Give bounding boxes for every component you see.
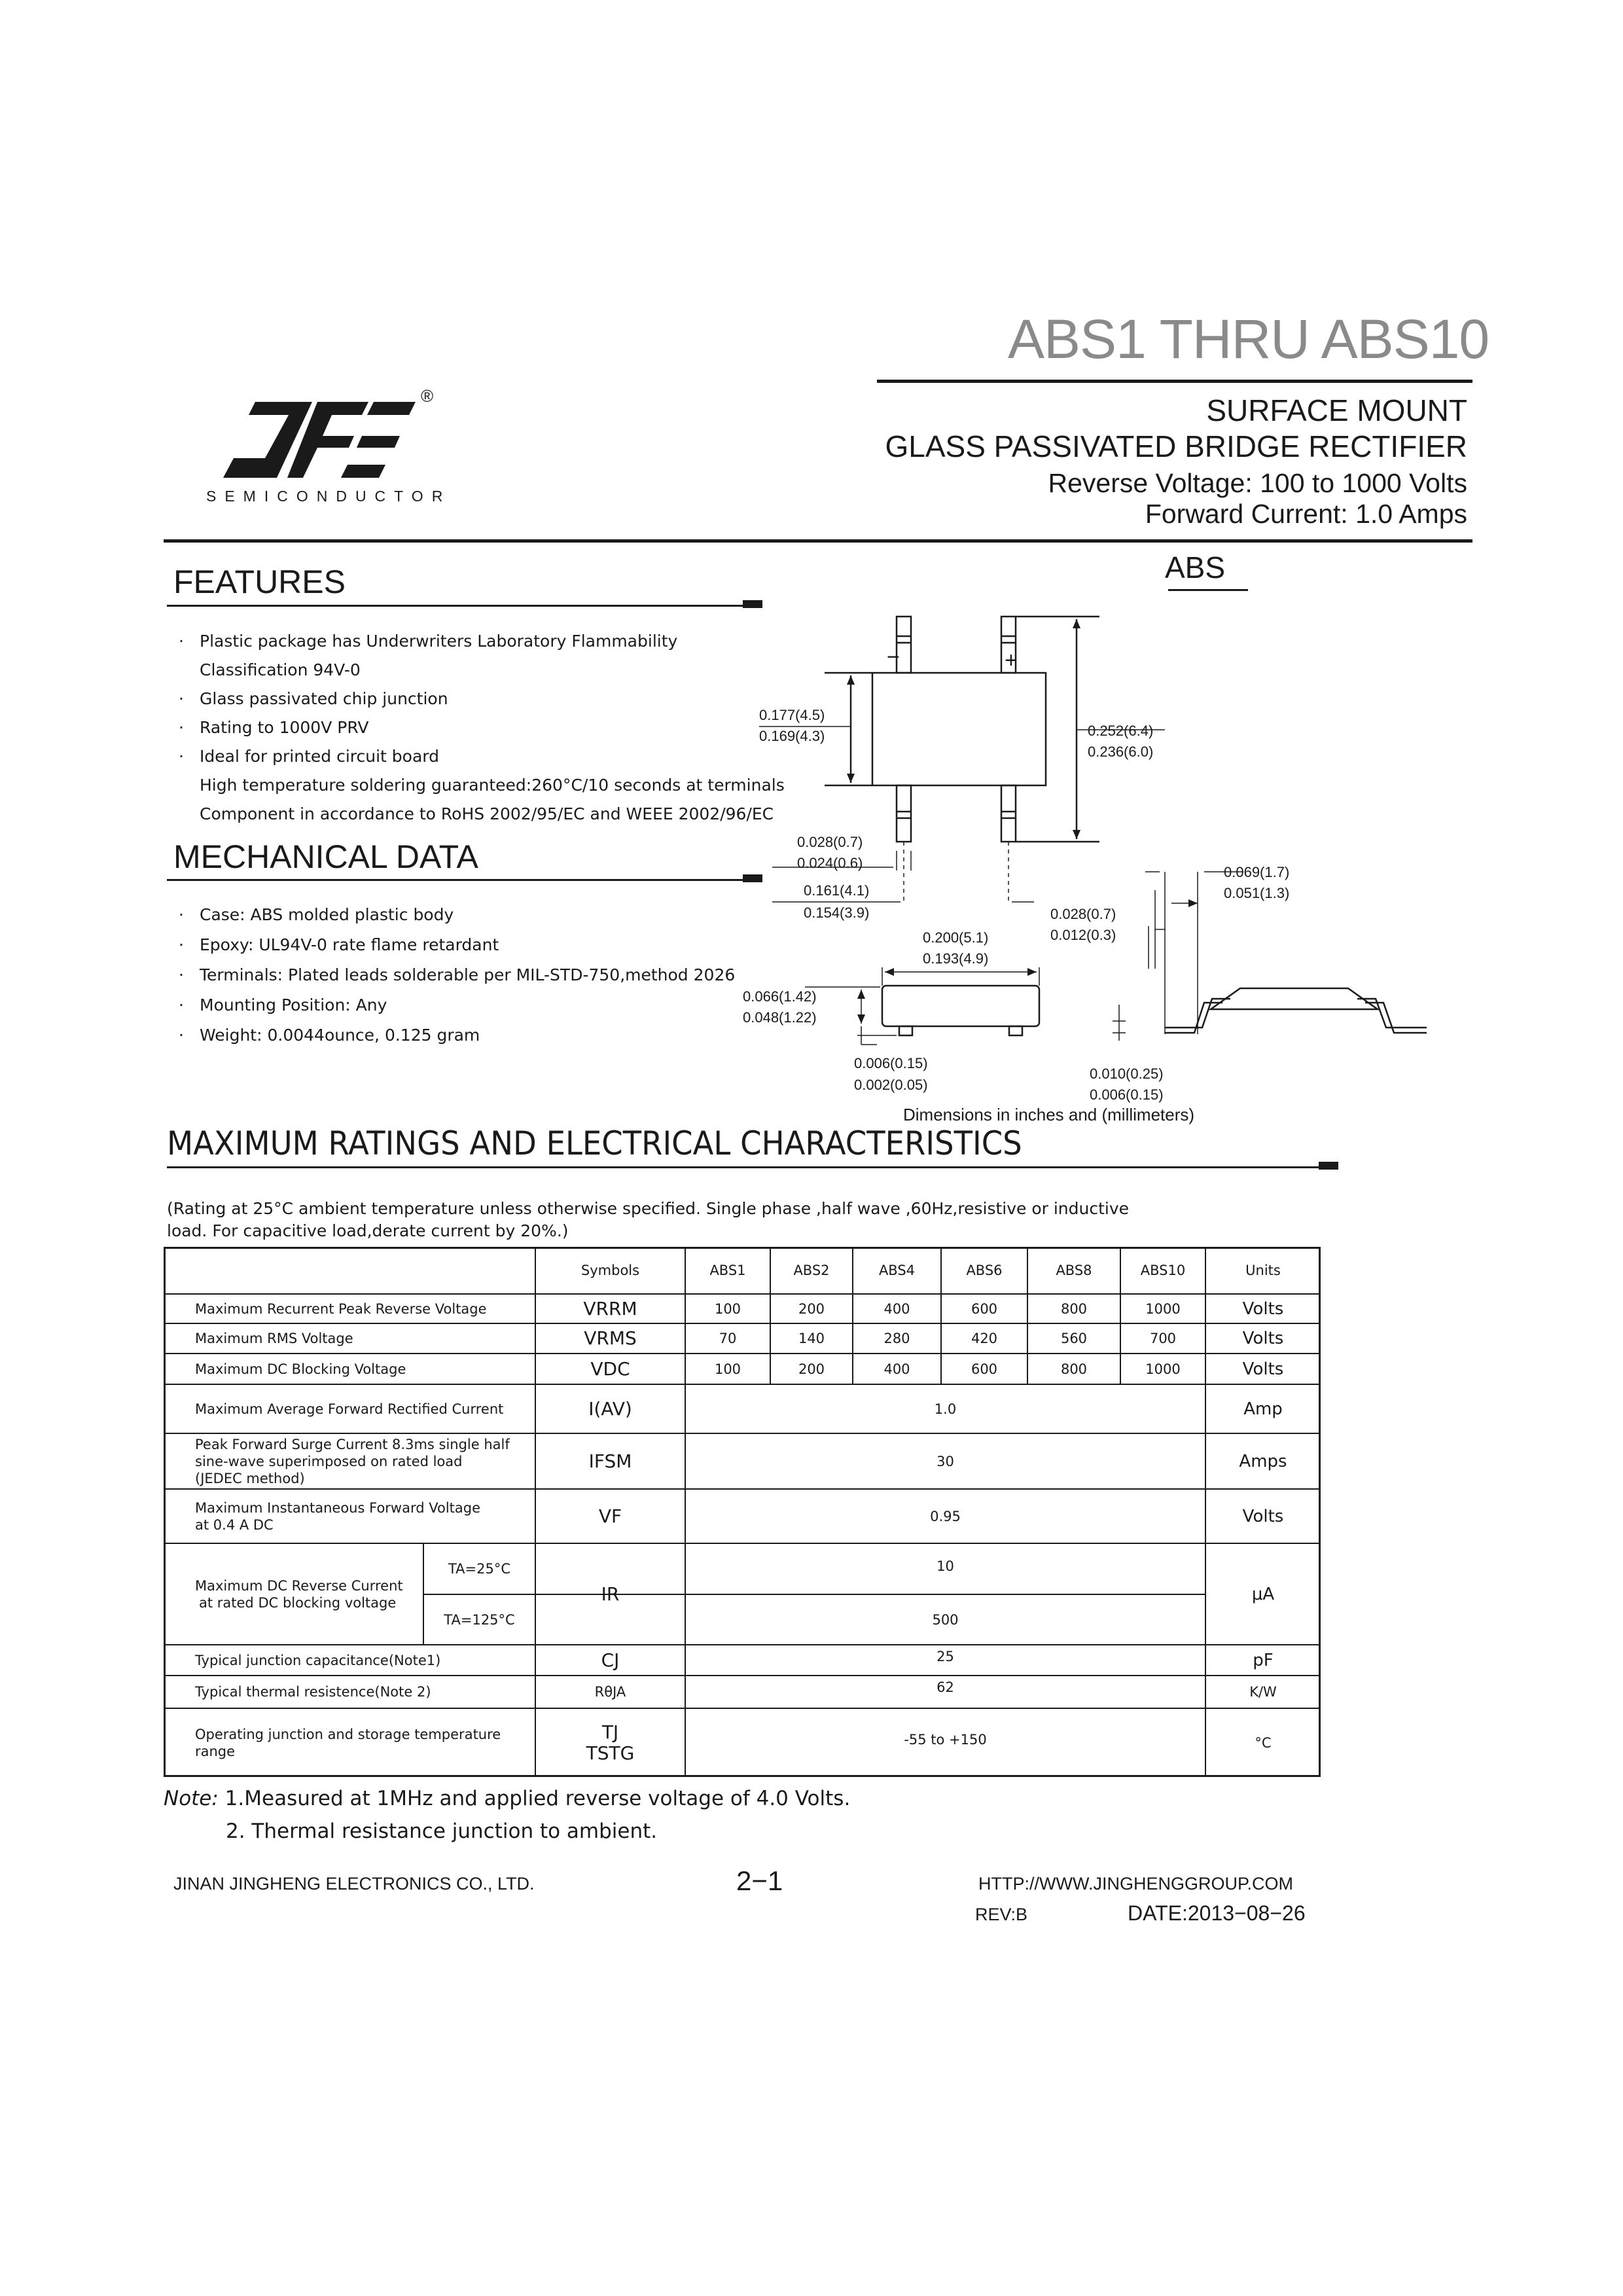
ratings-heading: MAXIMUM RATINGS AND ELECTRICAL CHARACTERISTICS: [167, 1124, 1022, 1162]
table-cell: 1000: [1145, 1361, 1181, 1377]
table-cell: 100: [714, 1361, 741, 1377]
dim-height-max: 0.066(1.42): [743, 988, 817, 1005]
symbol-vrms: VRMS: [584, 1327, 637, 1349]
list-item: · Epoxy: UL94V-0 rate flame retardant: [179, 935, 499, 954]
value-temp: -55 to +150: [904, 1731, 987, 1748]
ir-condition-25c: TA=25°C: [448, 1561, 511, 1577]
dim-thickness-max: 0.010(0.25): [1090, 1066, 1164, 1082]
package-name: ABS: [1165, 550, 1226, 584]
table-cell: 140: [798, 1331, 825, 1346]
footer-company: JINAN JINGHENG ELECTRONICS CO., LTD.: [173, 1874, 535, 1893]
symbol-iav: I(AV): [588, 1397, 632, 1420]
unit-vrrm: Volts: [1242, 1299, 1284, 1319]
page-number: 2−1: [736, 1865, 783, 1896]
note-1: Note: 1.Measured at 1MHz and applied reverse voltage of 4.0 Volts.: [164, 1787, 851, 1810]
dim-foot-max: 0.069(1.7): [1224, 864, 1290, 880]
value-iav: 1.0: [934, 1401, 957, 1417]
registered-mark: ®: [421, 386, 434, 406]
features-rule: [167, 605, 762, 607]
table-cell: 280: [883, 1331, 910, 1346]
ratings-note-line2: load. For capacitive load,derate current by 20%.): [167, 1221, 569, 1240]
dim-body-width-max: 0.177(4.5): [759, 707, 825, 723]
value-ifsm: 30: [936, 1453, 954, 1469]
dim-total-max: 0.252(6.4): [1088, 723, 1154, 739]
subtitle-product: GLASS PASSIVATED BRIDGE RECTIFIER: [885, 429, 1467, 463]
list-item: Component in accordance to RoHS 2002/95/EC and WEEE 2002/96/EC: [200, 804, 774, 823]
col-header-part: ABS4: [878, 1263, 916, 1278]
symbol-temp: TJ TSTG: [586, 1721, 635, 1764]
note-2: 2. Thermal resistance junction to ambient.: [226, 1820, 658, 1843]
dim-standoff-max: 0.006(0.15): [854, 1055, 928, 1071]
table-cell: 600: [971, 1361, 998, 1377]
list-item: · Case: ABS molded plastic body: [179, 905, 454, 924]
mechanical-rule: [167, 879, 762, 881]
unit-ifsm: Amps: [1239, 1451, 1287, 1471]
dim-body-width-min: 0.169(4.3): [759, 728, 825, 744]
footer-date: DATE:2013−08−26: [1128, 1901, 1306, 1925]
col-header-symbols: Symbols: [580, 1263, 640, 1278]
row-label-iav: Maximum Average Forward Rectified Current: [195, 1401, 504, 1417]
subtitle-current: Forward Current: 1.0 Amps: [1145, 499, 1467, 529]
unit-temp: °C: [1255, 1734, 1272, 1751]
header-rule: [164, 539, 1472, 543]
table-cell: 560: [1060, 1331, 1088, 1346]
logo-wordmark: SEMICONDUCTOR: [206, 488, 452, 505]
symbol-vdc: VDC: [590, 1357, 630, 1380]
value-ir-125c: 500: [932, 1611, 959, 1628]
list-item: Classification 94V-0: [200, 660, 361, 679]
unit-iav: Amp: [1243, 1399, 1283, 1419]
subtitle-voltage: Reverse Voltage: 100 to 1000 Volts: [1048, 468, 1467, 498]
table-cell: 420: [971, 1331, 998, 1346]
list-item: · Terminals: Plated leads solderable per MIL-STD-750,method 2026: [179, 965, 736, 984]
list-item: · Glass passivated chip junction: [179, 689, 448, 708]
value-cj: 25: [936, 1648, 954, 1664]
title-rule: [877, 380, 1472, 383]
list-item: · Mounting Position: Any: [179, 996, 387, 1014]
table-cell: 200: [798, 1300, 825, 1317]
table-cell: 800: [1060, 1300, 1088, 1317]
subtitle-mount: SURFACE MOUNT: [1206, 393, 1467, 427]
row-label-ir: Maximum DC Reverse Current at rated DC blocking voltage: [195, 1577, 403, 1611]
col-header-part: ABS8: [1056, 1263, 1092, 1278]
ratings-note-line1: (Rating at 25°C ambient temperature unless otherwise specified. Single phase ,half wave ,60Hz,resistive or inductive: [167, 1199, 1130, 1218]
package-name-underline: [1168, 589, 1248, 591]
list-item: · Plastic package has Underwriters Laboratory Flammability: [179, 632, 678, 651]
table-cell: 700: [1149, 1331, 1177, 1346]
row-label-vrms: Maximum RMS Voltage: [195, 1331, 353, 1346]
symbol-vf: VF: [598, 1505, 622, 1527]
table-cell: 800: [1060, 1361, 1088, 1377]
row-label-ifsm: Peak Forward Surge Current 8.3ms single half sine-wave superimposed on rated load (JEDEC method): [195, 1436, 510, 1486]
value-rth: 62: [936, 1679, 954, 1695]
dim-standoff-min: 0.002(0.05): [854, 1077, 928, 1093]
ratings-rule-end: [1319, 1162, 1338, 1170]
table-cell: 1000: [1145, 1300, 1181, 1317]
list-item: · Weight: 0.0044ounce, 0.125 gram: [179, 1026, 480, 1045]
col-header-part: ABS1: [709, 1263, 746, 1278]
pin-plus-label: +: [1005, 648, 1018, 673]
unit-cj: pF: [1253, 1650, 1274, 1670]
col-header-part: ABS2: [793, 1263, 830, 1278]
ratings-rule: [167, 1166, 1338, 1168]
row-label-vrrm: Maximum Recurrent Peak Reverse Voltage: [195, 1300, 487, 1317]
dim-thickness-min: 0.006(0.15): [1090, 1086, 1164, 1103]
company-logo: [219, 393, 455, 491]
table-cell: 400: [883, 1361, 910, 1377]
dimensions-caption: Dimensions in inches and (millimeters): [903, 1105, 1195, 1124]
mechanical-list: [167, 900, 735, 1050]
unit-vf: Volts: [1242, 1506, 1284, 1526]
dim-lead-width-min: 0.024(0.6): [797, 855, 863, 871]
symbol-ifsm: IFSM: [588, 1450, 632, 1472]
table-cell: 400: [883, 1300, 910, 1317]
list-item: High temperature soldering guaranteed:260°C/10 seconds at terminals: [200, 776, 785, 795]
dim-total-min: 0.236(6.0): [1088, 744, 1154, 760]
footer-revision: REV:B: [975, 1905, 1028, 1924]
dim-lead-width-max: 0.028(0.7): [797, 834, 863, 850]
dim-height-min: 0.048(1.22): [743, 1009, 817, 1026]
ratings-table: [164, 1247, 1321, 1777]
unit-rth: K/W: [1249, 1684, 1277, 1700]
features-heading: FEATURES: [173, 564, 346, 600]
row-label-vf: Maximum Instantaneous Forward Voltage at 0.4 A DC: [195, 1499, 481, 1533]
dim-lead2-max: 0.028(0.7): [1050, 906, 1116, 922]
table-cell: 600: [971, 1300, 998, 1317]
ir-condition-125c: TA=125°C: [444, 1611, 515, 1628]
symbol-rth: RθJA: [594, 1684, 626, 1700]
symbol-vrrm: VRRM: [583, 1297, 637, 1319]
features-list: [167, 627, 785, 829]
footer-url[interactable]: HTTP://WWW.JINGHENGGROUP.COM: [978, 1874, 1293, 1893]
table-cell: 100: [714, 1300, 741, 1317]
dim-foot-min: 0.051(1.3): [1224, 885, 1290, 901]
mechanical-heading: MECHANICAL DATA: [173, 838, 478, 875]
part-title: ABS1 THRU ABS10: [1008, 308, 1489, 370]
symbol-ir: IR: [601, 1583, 620, 1605]
dim-pitch-min: 0.154(3.9): [804, 905, 870, 921]
symbol-cj: CJ: [601, 1649, 620, 1671]
row-label-rth: Typical thermal resistence(Note 2): [195, 1684, 431, 1700]
list-item: · Ideal for printed circuit board: [179, 747, 439, 766]
value-ir-25c: 10: [936, 1558, 954, 1574]
dim-pitch-max: 0.161(4.1): [804, 882, 870, 899]
pin-minus-label: −: [887, 645, 900, 670]
unit-vrms: Volts: [1242, 1329, 1284, 1348]
table-cell: 200: [798, 1361, 825, 1377]
col-header-part: ABS6: [966, 1263, 1003, 1278]
row-label-vdc: Maximum DC Blocking Voltage: [195, 1361, 406, 1377]
dim-lead2-min: 0.012(0.3): [1050, 927, 1116, 943]
unit-vdc: Volts: [1242, 1359, 1284, 1379]
unit-ir: μA: [1251, 1584, 1275, 1604]
col-header-units: Units: [1245, 1263, 1281, 1278]
list-item: · Rating to 1000V PRV: [179, 718, 369, 737]
row-label-cj: Typical junction capacitance(Note1): [195, 1652, 441, 1668]
dim-length-max: 0.200(5.1): [923, 929, 989, 946]
value-vf: 0.95: [930, 1508, 961, 1524]
table-cell: 70: [719, 1331, 737, 1346]
ratings-note: [167, 1198, 1129, 1242]
col-header-part: ABS10: [1140, 1263, 1186, 1278]
dim-length-min: 0.193(4.9): [923, 950, 989, 967]
row-label-temp: Operating junction and storage temperature range: [195, 1726, 501, 1759]
